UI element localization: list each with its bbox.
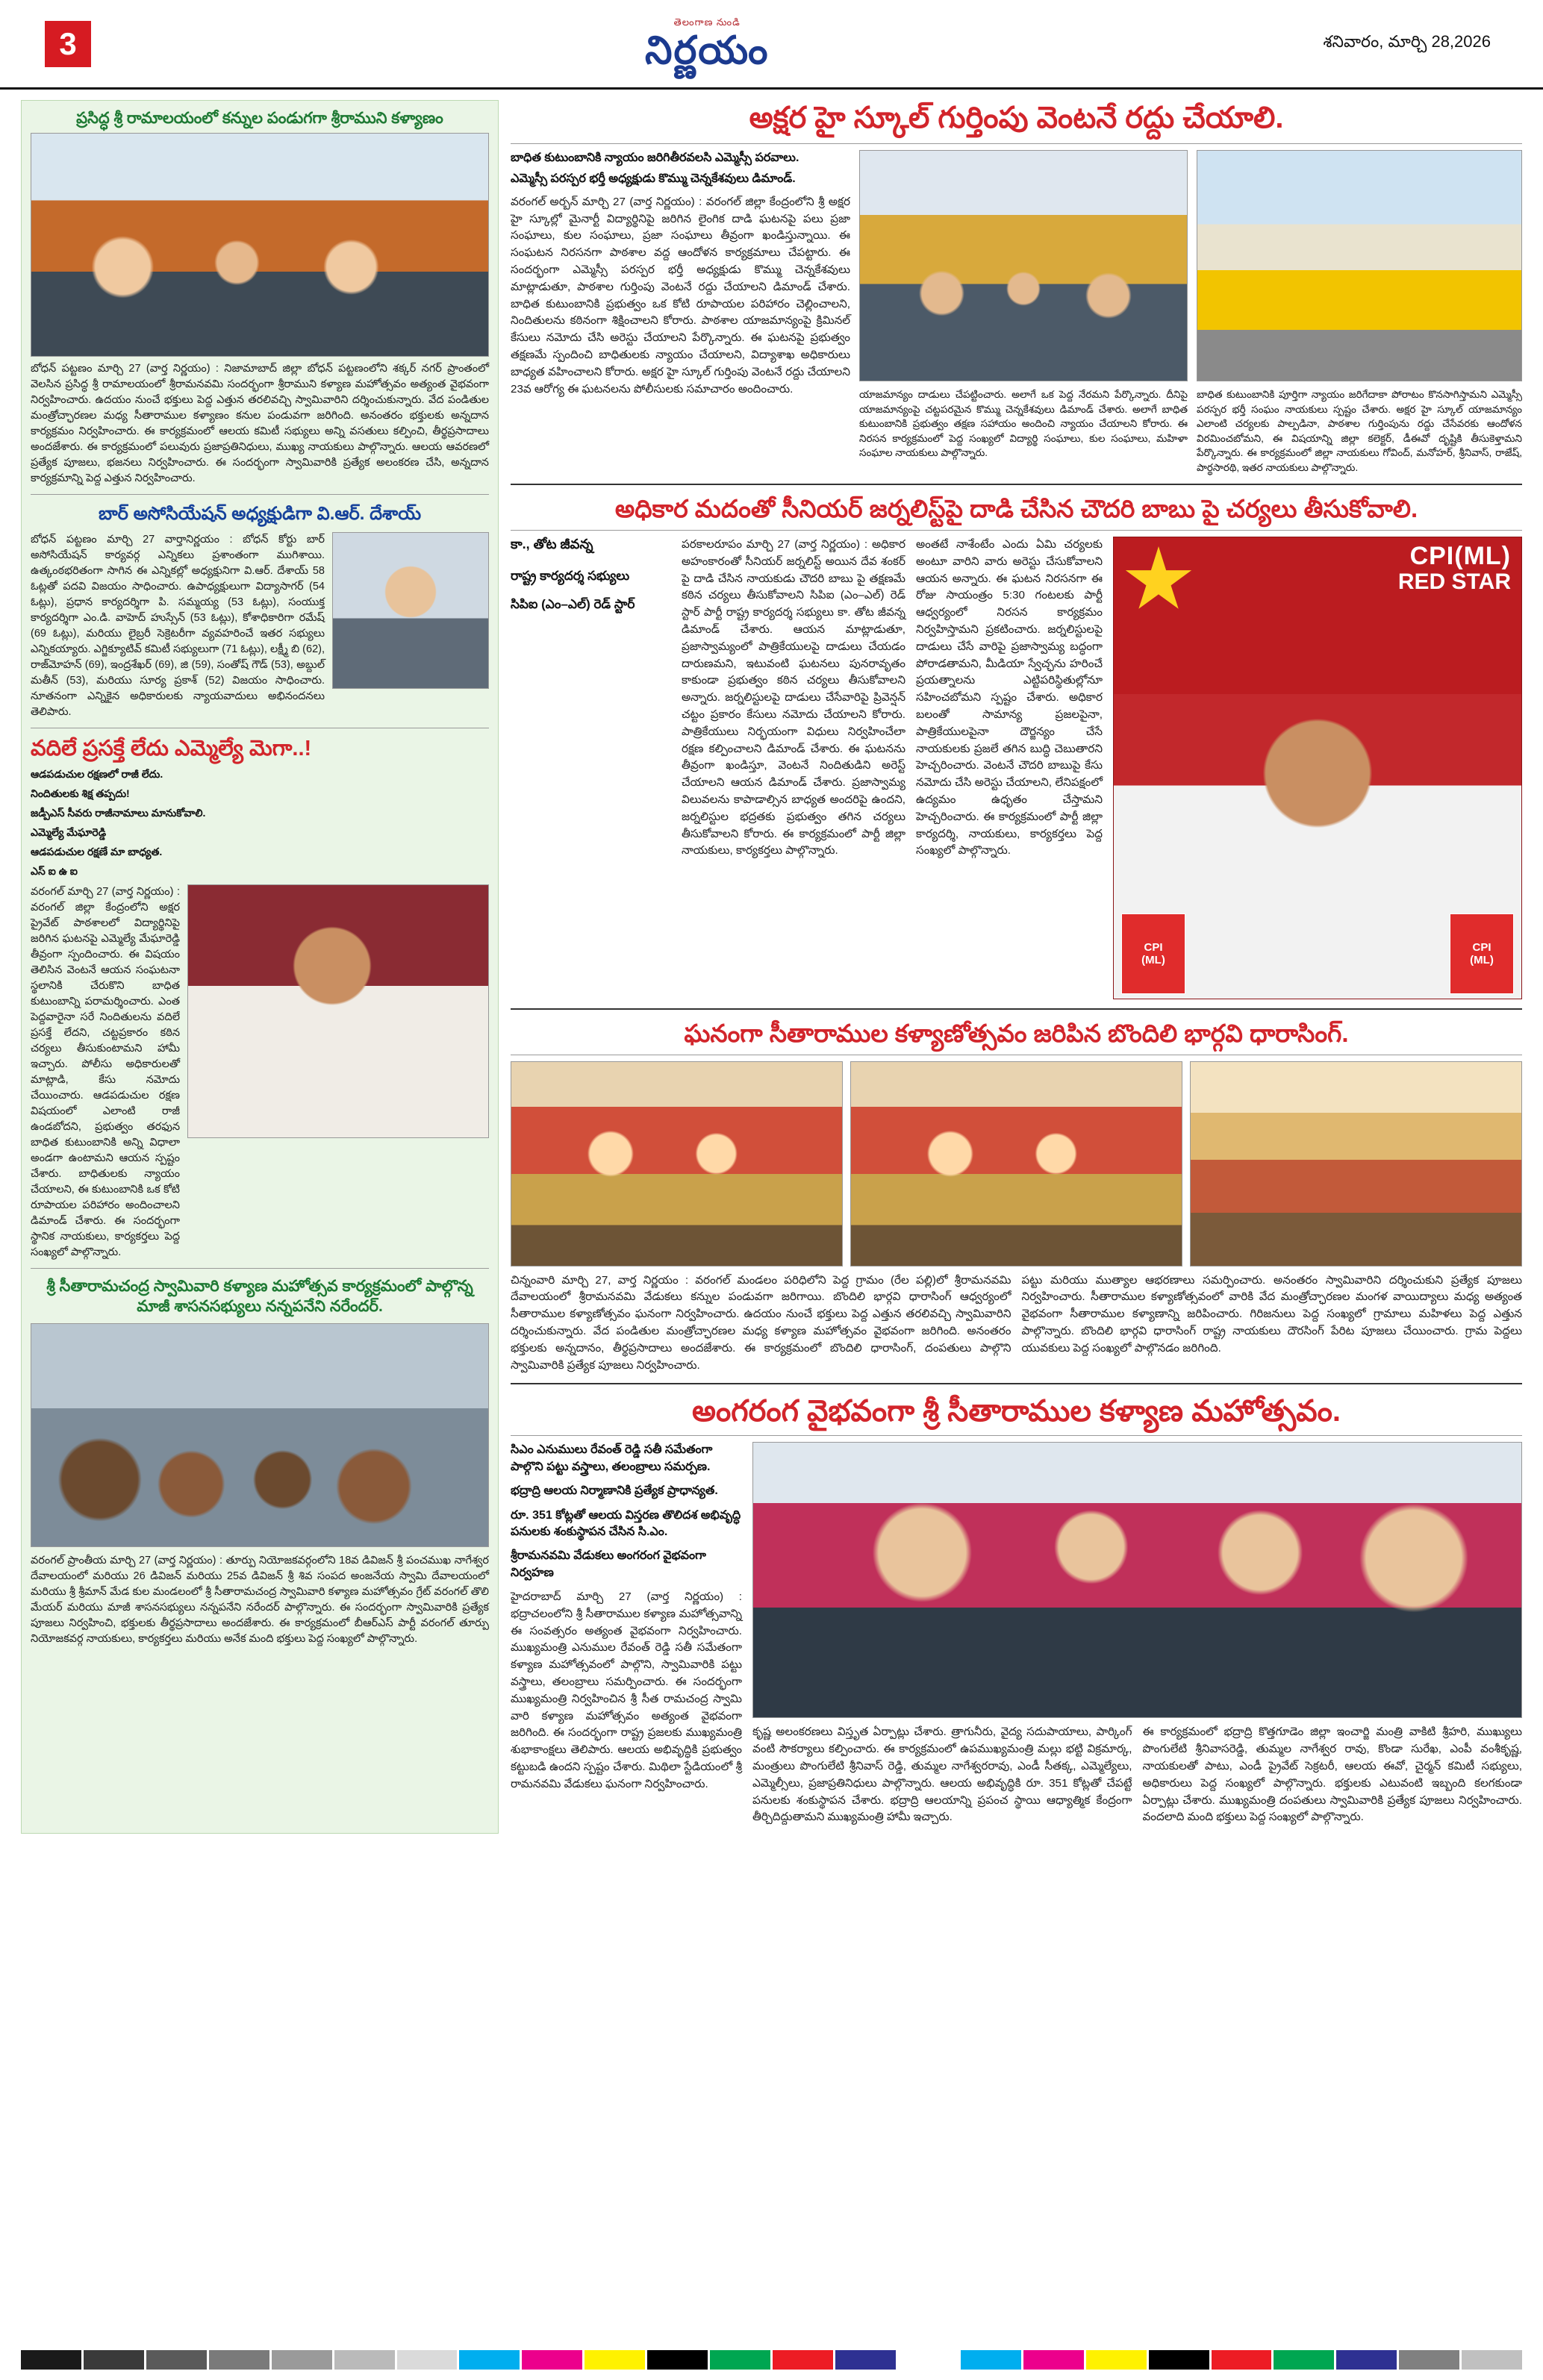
story-cm-sub-3: రూ. 351 కోట్లతో ఆలయ విస్తరణ తొలిదశ అభివృద్ధి పనులకు శంకుస్థాపన చేసిన సి.ఎం. xyxy=(511,1508,741,1538)
story-cm-col3: ఈ కార్యక్రమంలో భద్రాద్రి కొత్తగూడెం జిల్లా ఇంచార్జి మంత్రి వాకిటి శ్రీహరి, ముఖ్యులు పొంగులేటి శ్రీనివాసరెడ్డి, తుమ్మల నాగేశ్వర రావు, కొండా సురేఖ, ఎంపీ వంశీకృష్ణ, నాయకులతో పాటు, ఎండీ ప్రైవేట్ సెక్రటరీ, ఆలయ ఈవో, చైర్మన్ కమిటీ సభ్యులు, అధికారులు పెద్ద సంఖ్యలో పాల్గొన్నారు. భక్తులకు ఎటువంటి ఇబ్బంది కలగకుండా ఏర్పాట్లు చేశారు. ముఖ్యమంత్రి దంపతులు స్వామివారికి ప్రత్యేక పూజలు నిర్వహించారు. వందలాది మంది భక్తులు పెద్ద సంఖ్యలో పాల్గొన్నారు. xyxy=(1142,1725,1522,1824)
story-bar-association xyxy=(31,502,489,719)
divider xyxy=(511,1008,1522,1010)
poster-cpi-ml-red-star xyxy=(1113,537,1522,999)
journalist-byline-3: సిపిఐ (ఎం–ఎల్) రెడ్ స్టార్ xyxy=(511,596,635,611)
color-swatch xyxy=(1462,2350,1522,2370)
story-akshara-photo2-caption: బాధిత కుటుంబానికి పూర్తిగా న్యాయం జరిగేదాకా పోరాటం కొనసాగిస్తామని ఎమ్మెస్సీ పరస్పర భర్తీ సంఘం నాయకులు స్పష్టం చేశారు. అక్షర హై స్కూల్ యాజమాన్యం ఎలాంటి చర్యలకు పాల్పడినా, పాఠశాల గుర్తింపును రద్దు చేసేవరకు ఆందోళన విరమించబోమని, ఈ విషయాన్ని జిల్లా కలెక్టర్, డీఈవో దృష్టికి తీసుకెళ్తామని పేర్కొన్నారు. ఈ కార్యక్రమంలో జిల్లా నాయకులు గోవింద్, మనోహర్, శ్రీనివాస్, రాజేష్, పార్థసారథి, ఇతర నాయకులు పాల్గొన్నారు. xyxy=(1197,389,1522,473)
color-swatch xyxy=(272,2350,332,2370)
color-swatch xyxy=(334,2350,395,2370)
story-cm-sub-2: భద్రాద్రి ఆలయ నిర్మాణానికి ప్రత్యేక ప్రాధాన్యత. xyxy=(511,1484,718,1498)
color-swatch xyxy=(522,2350,582,2370)
story-akshara-subhead-1: బాధిత కుటుంబానికి న్యాయం జరిగితీరవలసి ఎమ్మెస్సీ పరవాలు. xyxy=(511,152,799,164)
color-swatch xyxy=(459,2350,520,2370)
divider xyxy=(31,1268,489,1269)
story-mla-mega xyxy=(31,736,489,1261)
photo-cm-thalambralu xyxy=(752,1442,1522,1718)
masthead xyxy=(0,0,1543,90)
color-swatch xyxy=(84,2350,144,2370)
photo-kalyanam-couple xyxy=(1190,1061,1522,1266)
mla-bullet-1: నిందితులకు శిక్ష తప్పదు! xyxy=(31,787,130,799)
masthead-date: శనివారం, మార్చి 28,2026 xyxy=(1323,32,1491,51)
divider xyxy=(511,484,1522,485)
story-rama-kalyanam-headline: ప్రసిద్ధ శ్రీ రామాలయంలో కన్నుల పండుగగా శ్రీరాముని కళ్యాణం xyxy=(76,110,443,127)
story-bhargavi-kalyanam xyxy=(511,1019,1522,1374)
color-swatch xyxy=(585,2350,645,2370)
color-swatch xyxy=(710,2350,770,2370)
masthead-logo-tagline: తెలంగాణ నుండి xyxy=(673,16,741,28)
color-swatch xyxy=(1274,2350,1334,2370)
right-column xyxy=(499,100,1522,1834)
cpi-flag-right-icon xyxy=(1450,913,1514,994)
journalist-byline-2: రాష్ట్ర కార్యదర్శ సభ్యులు xyxy=(511,568,630,583)
photo-protest-rally xyxy=(859,150,1188,381)
photo-temple-function-crowd xyxy=(31,1323,489,1547)
story-rama-kalyanam-body: బోధన్ పట్టణం మార్చి 27 (వార్త నిర్ణయం) : నిజామాబాద్ జిల్లా బోధన్ పట్టణంలోని శక్కర్ నగర్ ప్రాంతంలో వెలసిన ప్రసిద్ధ శ్రీ రామాలయంలో శ్రీరామనవమి సందర్భంగా శ్రీరాముని కళ్యాణ మహోత్సవం అత్యంత వైభవంగా నిర్వహించారు. ఉదయం నుంచే భక్తులు పెద్ద ఎత్తున తరలివచ్చి స్వామివారిని దర్శించుకున్నారు. వేద పండితుల మంత్రోచ్ఛారణల మధ్య సీతారాముల కళ్యాణం కనుల పండువగా జరిగింది. అనంతరం భక్తులకు అన్నదాన కార్యక్రమం నిర్వహించారు. ఈ కార్యక్రమంలో ఆలయ కమిటీ సభ్యులు అన్ని వసతులు కల్పించి, తీర్థప్రసాదాలు అందజేశారు. ఈ కార్యక్రమంలో పలువురు ప్రజాప్రతినిధులు, ముఖ్య నాయకులు పాల్గొన్నారు. ఆలయ ఆవరణలో ప్రత్యేక పూజలు, భజనలు నిర్వహించారు. ఈ సందర్భంగా స్వామివారికి ప్రత్యేక అలంకరణ చేసి, అన్నదాన కార్యక్రమాన్ని పెద్ద ఎత్తున నిర్వహించారు. xyxy=(31,363,489,485)
story-bhargavi-col2: పట్టు మరియు ముత్యాల ఆభరణాలు సమర్పించారు. అనంతరం స్వామివారిని దర్శించుకుని ప్రత్యేక పూజలు నిర్వహించారు. సీతారాముల కళ్యాణోత్సవంలో వారికి వేద మంత్రోచ్ఛారణల మంగళ వాయిద్యాలు మధ్య అత్యంత వైభవంగా సీతారాముల కళ్యాణాన్ని జరిపించారు. గిరిజనులు పెద్ద సంఖ్యలో గ్రామాలు మహిళలు పెద్ద ఎత్తున పాల్గొన్నారు. బొందిలి భార్గవి ధారాసింగ్ రాష్ట్ర నాయకులు దౌరసింగ్ పేరిట పూజలు చేయించారు. గ్రామ పెద్దలు యువకులు పెద్ద సంఖ్యలో పాల్గొనడం జరిగింది. xyxy=(1021,1273,1522,1355)
story-akshara-photo1-caption: యాజమాన్యం దాడులు చేపట్టించారు. అలాగే ఒక పెద్ద నేరమని పేర్కొన్నారు. దీనిపై యాజమాన్యంపై చట్టపరమైన కొమ్ము చెన్నకేశవులు డిమాండ్ చేశారు. అలాగే బాధిత కుటుంబానికి ప్రభుత్వం తక్షణ సహాయం అందించి న్యాయం చేయాలని కోరారు. ఈ నిరసన కార్యక్రమంలో పెద్ద సంఖ్యలో విద్యార్థి సంఘాలు, కుల సంఘాలు, మహిళా సంఘాల నాయకులు పాల్గొన్నారు. xyxy=(859,389,1188,459)
story-narender-body: వరంగల్ ప్రాంతీయ మార్చి 27 (వార్త నిర్ణయం) : తూర్పు నియోజకవర్గంలోని 18వ డివిజన్ శ్రీ పంచముఖ నాగేశ్వర దేవాలయంలో మరియు 26 డివిజన్ మరియు 25వ డివిజన్ శ్రీ శివ సంపద అంజనేయ స్వామి దేవాలయంలో మరియు శ్రీ శ్రీమాన్ మేడ కుల మండలంలో శ్రీ సీతారామచంద్ర స్వామివారి కళ్యాణ మహోత్సవం గ్రేట్ వరంగల్ తొలి మేయర్ మరియు మాజీ శాసనసభ్యులు నన్నపనేని నరేందర్ పాల్గొన్నారు. ఈ సందర్భంగా స్వామివారికి ప్రత్యేక పూజలు నిర్వహించి, భక్తులకు తీర్థప్రసాదాలు అందజేశారు. ఈ కార్యక్రమంలో బీఆర్ఎస్ పార్టీ వరంగల్ తూర్పు నియోజకవర్గ నాయకులు, కార్యకర్తలు మరియు అనేక మంది భక్తులు పెద్ద సంఖ్యలో పాల్గొన్నారు. xyxy=(31,1554,489,1645)
mla-bullet-5: ఎస్ ఐ ఉ ఐ xyxy=(31,864,78,877)
mla-bullet-2: జడ్పీఎస్ సీవరు రాజీనామాలు మానుకోవాలి. xyxy=(31,806,206,819)
divider xyxy=(511,1383,1522,1384)
photo-kalyanam-group xyxy=(850,1061,1182,1266)
photo-kalyanam-priests xyxy=(511,1061,843,1266)
divider xyxy=(31,494,489,495)
story-journalist-attack xyxy=(511,494,1522,999)
color-swatch xyxy=(961,2350,1021,2370)
story-bhargavi-headline: ఘనంగా సీతారాముల కళ్యాణోత్సవం జరిపిన బొందిలి భార్గవి ధారాసింగ్. xyxy=(684,1019,1349,1047)
cpi-flag-left-icon xyxy=(1121,913,1185,994)
photo-mla-speaking-mic xyxy=(187,884,489,1138)
story-narender-temple xyxy=(31,1276,489,1647)
poster-title-line2: RED STAR xyxy=(1397,569,1511,594)
mla-bullet-4: ఆడపడుచుల రక్షణే మా బాధ్యత. xyxy=(31,845,163,858)
story-journalist-body: పరకాలరూపం మార్చి 27 (వార్త నిర్ణయం) : అధికార అహంకారంతో సీనియర్ జర్నలిస్ట్ అయిన దేవ శంకర్ పై దాడి చేసిన నాయకుడు చౌదరి బాబు పై తక్షణమే కఠిన చర్యలు తీసుకోవాలని సిపిఐ (ఎం–ఎల్) రెడ్ స్టార్ పార్టీ రాష్ట్ర కార్యదర్శ సభ్యులు కా. తోట జీవన్న డిమాండ్ చేశారు. ఆయన మాట్లాడుతూ, ప్రజాస్వామ్యంలో పాత్రికేయులపై దాడులు చేయడం దారుణమని, ఇటువంటి ఘటనలు పునరావృతం కాకుండా ప్రభుత్వం కఠిన చర్యలు తీసుకోవాలని అన్నారు. జర్నలిస్టులపై దాడులు చేసేవారిపై ప్రివెన్షన్ చట్టం ప్రకారం కేసులు నమోదు చేయాలని కోరారు. పాత్రికేయులు నిర్భయంగా విధులు నిర్వహించేలా రక్షణ కల్పించాలని డిమాండ్ చేశారు. ఈ ఘటనను తీవ్రంగా ఖండిస్తూ, వెంటనే నిందితుడిని అరెస్ట్ చేయాలని ఆయన డిమాండ్ చేశారు. ప్రజాస్వామ్య విలువలను కాపాడాల్సిన బాధ్యత అందరిపై ఉందని, జర్నలిస్టుల భద్రతకు ప్రభుత్వం తగిన చర్యలు తీసుకోవాలని కోరారు. ఈ కార్యక్రమంలో పార్టీ జిల్లా నాయకులు, కార్యకర్తలు పాల్గొన్నారు. xyxy=(682,537,905,858)
story-cm-sub-1: సిఎం ఎనుములు రేవంత్ రెడ్డి సతీ సమేతంగా పాల్గొని పట్టు వస్త్రాలు, తలంబ్రాలు సమర్పణ. xyxy=(511,1443,713,1473)
color-swatch xyxy=(773,2350,833,2370)
poster-title-line1: CPI(ML) xyxy=(1409,541,1511,570)
story-akshara-headline: అక్షర హై స్కూల్ గుర్తింపు వెంటనే రద్దు చేయాలి. xyxy=(749,101,1284,134)
color-swatch xyxy=(1399,2350,1459,2370)
portrait-vr-deshai xyxy=(332,532,489,689)
story-akshara-body: వరంగల్ అర్బన్ మార్చి 27 (వార్త నిర్ణయం) : వరంగల్ జిల్లా కేంద్రంలోని శ్రీ అక్షర హై స్కూల్లో మైనార్టీ విద్యార్థినిపై జరిగిన లైంగిక దాడి ఘటనపై పలు ప్రజా సంఘాలు, కుల సంఘాలు, ప్రజా సంఘాలు తీవ్రంగా ఖండిస్తున్నాయి. ఈ సంఘటన నిరసనగా పాఠశాల వద్ద ఆందోళన కార్యక్రమాలు చేపట్టారు. ఈ సందర్భంగా ఎమ్మెస్సీ పరస్పర భర్తీ అధ్యక్షుడు కొమ్ము చెన్నకేశవులు మాట్లాడుతూ, పాఠశాల గుర్తింపు వెంటనే రద్దు చేయాలని డిమాండ్ చేశారు. బాధిత కుటుంబానికి ప్రభుత్వం ఒక కోటి రూపాయల పరిహారం చెల్లించాలని, నిందితులను కఠినంగా శిక్షించాలని కోరారు. పాఠశాల యాజమాన్యంపై క్రిమినల్ కేసులు నమోదు చేసి అరెస్టు చేయాలని పేర్కొన్నారు. ఈ ఘటనపై ప్రభుత్వం తక్షణమే స్పందించి బాధితులకు న్యాయం చేయాలని, విద్యాశాఖ అధికారులు బాధ్యత వహించాలని కోరారు. అక్షర హై స్కూల్ గుర్తింపు వెంటనే రద్దు చేయాలని 23వ ఆరోగ్య ఈ ఘటనలను పోలీసులకు సమాచారం అందించారు. xyxy=(511,195,850,396)
color-swatch xyxy=(209,2350,269,2370)
color-swatch xyxy=(397,2350,458,2370)
color-swatch xyxy=(146,2350,207,2370)
color-swatch xyxy=(835,2350,896,2370)
masthead-logo: నిర్ణయం xyxy=(644,28,770,72)
story-bar-association-headline: బార్ అసోసియేషన్ అధ్యక్షుడిగా వి.ఆర్. దేశాయ్ xyxy=(98,504,422,525)
journalist-byline-1: కా., తోట జీవన్న xyxy=(511,536,593,552)
story-cm-col2: కృష్ణ అలంకరణలు విస్తృత ఏర్పాట్లు చేశారు. త్రాగునీరు, వైద్య సదుపాయాలు, పార్కింగ్ వంటి సౌకర్యాలు కల్పించారు. ఈ కార్యక్రమంలో ఉపముఖ్యమంత్రి మల్లు భట్టి విక్రమార్క, మంత్రులు పొంగులేటి శ్రీనివాస్ రెడ్డి, తుమ్మల నాగేశ్వరరావు, ఎండీ సీతక్క, ఎమ్మెల్యేలు, ఎమ్మెల్సీలు, ప్రజాప్రతినిధులు పాల్గొన్నారు. ఆలయ అభివృద్ధికి రూ. 351 కోట్లతో చేపట్టే పనులకు శంకుస్థాపన చేశారు. భద్రాద్రి ఆలయాన్ని ప్రపంచ స్థాయి ఆధ్యాత్మిక కేంద్రంగా తీర్చిదిద్దుతామని ముఖ్యమంత్రి హామీ ఇచ్చారు. xyxy=(752,1725,1132,1824)
story-cm-sitaramula-kalyanam xyxy=(511,1393,1522,1826)
photo-akshara-high-school-bus xyxy=(1197,150,1522,381)
color-swatch xyxy=(1023,2350,1084,2370)
photo-group-four-men xyxy=(31,133,489,357)
story-bhargavi-col1: చిన్నంవారి మార్చి 27, వార్త నిర్ణయం : వరంగల్ మండలం పరిధిలోని పెద్ద గ్రామం (రేల పల్లి)లో శ్రీరామనవమి దేవాలయంలో శ్రీరామనవమి వేడుకలు కన్నుల పండువగా జరిగాయి. బొందిలి భార్గవి ధారాసింగ్ ఆధ్వర్యంలో సీతారాముల కళ్యాణోత్సవం ఘనంగా నిర్వహించారు. ఉదయం నుంచే భక్తులు పెద్ద ఎత్తున తరలివచ్చి స్వామివారిని దర్శించుకున్నారు. వేద పండితుల మంత్రోచ్ఛారణల మధ్య కళ్యాణ మహోత్సవం వైభవంగా జరిగింది. అనంతరం భక్తులకు అన్నదానం, తీర్థప్రసాదాలు అందజేశారు. ఈ కార్యక్రమంలో బొందిలి ధారాసింగ్, దంపతులు పాల్గొని స్వామివారికి ప్రత్యేక పూజలు నిర్వహించారు. xyxy=(511,1273,1011,1372)
masthead-logo-block xyxy=(91,16,1323,72)
story-mla-mega-headline: వదిలే ప్రసక్తే లేదు ఎమ్మెల్యే మెగా..! xyxy=(31,736,312,760)
print-color-calibration-bar xyxy=(21,2350,1522,2370)
color-swatch xyxy=(21,2350,81,2370)
story-journalist-col2: అంతటే నాశేంటేం ఎందు ఏమి చర్యలకు అంటూ వారిని వారు అరెస్టు చేసుకోవాలని ఆయన అన్నారు. ఈ ఘటన నిరసనగా ఈ రోజు సాయంత్రం 5:30 గంటలకు పార్టీ ఆధ్వర్యంలో నిరసన కార్యక్రమం నిర్వహిస్తామని ప్రకటించారు. జర్నలిస్టులపై దాడులు చేసే వారిపై ప్రజాస్వామ్య బద్ధంగా పోరాడతామని, మీడియా స్వేచ్ఛను హరించే ప్రయత్నాలను ఎట్టిపరిస్థితుల్లోనూ సహించబోమని స్పష్టం చేశారు. అధికార బలంతో సామాన్య ప్రజలపైనా, పాత్రికేయులపైనా దౌర్జన్యం చేసే నాయకులకు ప్రజలే తగిన బుద్ధి చెబుతారని హెచ్చరించారు. వెంటనే చౌదరి బాబుపై కేసు నమోదు చేసి అరెస్టు చేయాలని, లేనిపక్షంలో ఉద్యమం ఉధృతం చేస్తామని హెచ్చరించారు. ఈ కార్యక్రమంలో పార్టీ జిల్లా కార్యదర్శి, నాయకులు, కార్యకర్తలు పెద్ద సంఖ్యలో పాల్గొన్నారు. xyxy=(916,537,1103,858)
left-column xyxy=(21,100,499,1834)
story-journalist-headline: అధికార మదంతో సీనియర్ జర్నలిస్ట్‌పై దాడి చేసిన చౌదరి బాబు పై చర్యలు తీసుకోవాలి. xyxy=(614,495,1418,523)
color-swatch xyxy=(898,2350,958,2370)
color-swatch xyxy=(647,2350,708,2370)
color-swatch xyxy=(1336,2350,1397,2370)
story-akshara-subhead-2: ఎమ్మెస్సీ పరస్పర భర్తీ అధ్యక్షుడు కొమ్ము చెన్నకేశవులు డిమాండ్. xyxy=(511,172,796,186)
mla-bullet-0: ఆడపడుచుల రక్షణలో రాజీ లేదు. xyxy=(31,767,163,780)
color-swatch xyxy=(1086,2350,1147,2370)
story-narender-headline: శ్రీ సీతారామచంద్ర స్వామివారి కళ్యాణ మహోత్సవ కార్యక్రమంలో పాల్గొన్న మాజీ శాసనసభ్యులు నన్నపనేని నరేందర్. xyxy=(46,1277,473,1316)
story-rama-kalyanam xyxy=(31,108,489,487)
story-akshara-school xyxy=(511,100,1522,475)
color-swatch xyxy=(1149,2350,1209,2370)
story-mla-mega-body: వరంగల్ మార్చి 27 (వార్త నిర్ణయం) : వరంగల్ జిల్లా కేంద్రంలోని అక్షర ప్రైవేట్ పాఠశాలలో విద్యార్థినిపై జరిగిన ఘటనపై ఎమ్మెల్యే మేఘారెడ్డి తీవ్రంగా స్పందించారు. ఈ విషయం తెలిసిన వెంటనే ఆయన సంఘటనా స్థలానికి చేరుకొని బాధిత కుటుంబాన్ని పరామర్శించారు. ఎంత పెద్దవారైనా సరే నిందితులను వదిలే ప్రసక్తే లేదని, చట్టప్రకారం కఠిన చర్యలు తీసుకుంటామని హామీ ఇచ్చారు. పోలీసు అధికారులతో మాట్లాడి, కేసు నమోదు చేయించారు. ఆడపడుచుల రక్షణ విషయంలో ఎలాంటి రాజీ ఉండబోదని, ప్రభుత్వం తరఫున బాధిత కుటుంబానికి అన్ని విధాలా అండగా ఉంటామని ఆయన స్పష్టం చేశారు. బాధితులకు న్యాయం చేయాలని, ఈ కుటుంబానికి ఒక కోటి రూపాయల పరిహారం అందించాలని డిమాండ్ చేశారు. ఈ సందర్భంగా స్థానిక నాయకులు, కార్యకర్తలు పెద్ద సంఖ్యలో పాల్గొన్నారు. xyxy=(31,885,180,1258)
story-bar-association-body: బోధన్ పట్టణం మార్చి 27 వార్తానిర్ణయం : బోధన్ కోర్టు బార్ అసోసియేషన్ కార్యవర్గ ఎన్నికలు ప్రశాంతంగా ముగిశాయి. ఉత్కంఠభరితంగా సాగిన ఈ ఎన్నికల్లో అధ్యక్షునిగా వి.ఆర్. దేశాయ్ 58 ఓట్లతో పదవి విజయం సాధించారు. ఉపాధ్యక్షులుగా విద్యాసాగర్ (54 ఓట్లు), ప్రధాన కార్యదర్శిగా పి. సమ్మయ్య (53 ఓట్లు), సంయుక్త కార్యదర్శిగా ఎం.డి. వాహెద్ హుస్సేన్ (53 ఓట్లు), కోశాధికారిగా రమేష్ (69 ఓట్లు), మరియు లైబ్రరీ సెక్రెటరీగా వ్యవహరించే ఇతర సభ్యులు ఎన్నికయ్యారు. ఎగ్జిక్యూటివ్ కమిటీ సభ్యులుగా (71 ఓట్లు), లక్ష్మీ బి (62), రాజ్‌మోహన్ (69), ఇంద్రశేఖర్ (69), జి (59), సంతోష్ గౌడ్ (53), అబ్దుల్ మతీన్ (53), మరియు సూర్య ప్రకాశ్ (52) విజయం సాధించారు. నూతనంగా ఎన్నికైన అధికారులకు న్యాయవాదులు అభినందనలు తెలిపారు. xyxy=(31,533,325,718)
page-number-badge: 3 xyxy=(45,21,91,67)
story-cm-sub-4: శ్రీరామనవమి వేడుకలు అంగరంగ వైభవంగా నిర్వహణ xyxy=(511,1549,706,1579)
mla-bullet-3: ఎమ్మెల్యే మేఘారెడ్డి xyxy=(31,825,107,838)
story-cm-col1: హైదరాబాద్ మార్చి 27 (వార్త నిర్ణయం) : భద్రాచలంలోని శ్రీ సీతారాముల కళ్యాణ మహోత్సవాన్ని ఈ సంవత్సరం అత్యంత వైభవంగా నిర్వహించారు. ముఖ్యమంత్రి ఎనుముల రేవంత్ రెడ్డి సతీ సమేతంగా కళ్యాణ మహోత్సవంలో పాల్గొని, స్వామివారికి పట్టు వస్త్రాలు, తలంబ్రాలు సమర్పించారు. ఈ సందర్భంగా ముఖ్యమంత్రి నిర్వహించిన శ్రీ సీత రామచంద్ర స్వామి వారి కళ్యాణ మహోత్సవం అత్యంత వైభవంగా జరిగింది. ఈ సందర్భంగా రాష్ట్ర ప్రజలకు ముఖ్యమంత్రి శుభాకాంక్షలు తెలిపారు. ఆలయ అభివృద్ధికి ప్రభుత్వం కట్టుబడి ఉందని స్పష్టం చేశారు. మిథిలా స్టేడియంలో శ్రీ రామనవమి వేడుకలు ఘనంగా నిర్వహించారు. xyxy=(511,1590,742,1790)
page-content xyxy=(0,90,1543,1834)
color-swatch xyxy=(1212,2350,1272,2370)
story-cm-headline: అంగరంగ వైభవంగా శ్రీ సీతారాముల కళ్యాణ మహోత్సవం. xyxy=(692,1395,1341,1428)
